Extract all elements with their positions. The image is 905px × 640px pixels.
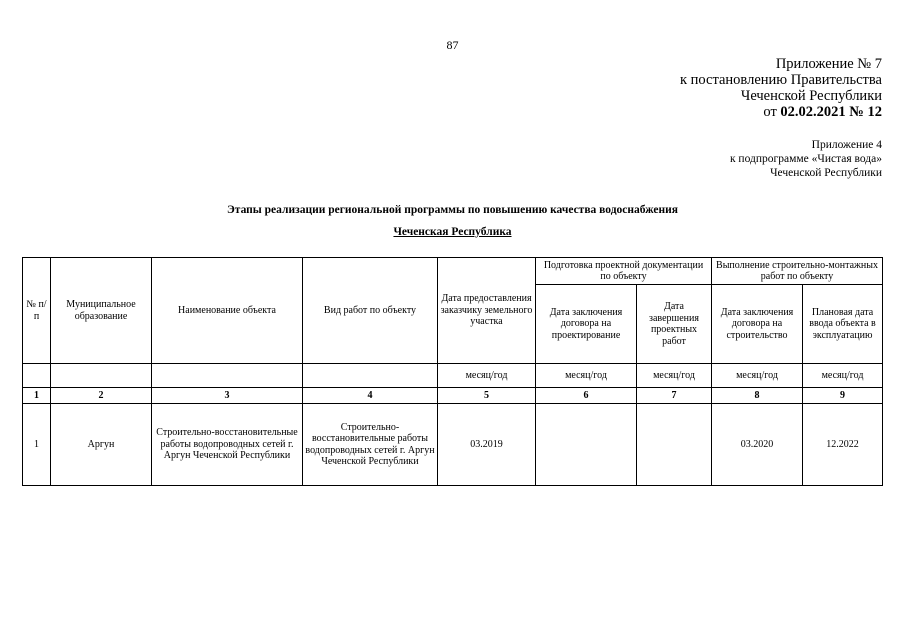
unit-spacer-3 xyxy=(152,364,303,388)
appendix-7-header xyxy=(680,56,882,120)
unit-cell: месяц/год xyxy=(637,364,712,388)
header-commissioning: Плановая дата ввода объекта в эксплуатацию xyxy=(803,285,883,364)
appendix-7-date-prefix: от xyxy=(763,104,781,120)
header-design-completion: Дата завершения проектных работ xyxy=(637,285,712,364)
appendix-4-line1: Приложение 4 xyxy=(811,139,882,151)
unit-cell: месяц/год xyxy=(712,364,803,388)
row-land-date: 03.2019 xyxy=(438,404,536,486)
appendix-4-line3: Чеченской Республики xyxy=(770,167,882,179)
row-num: 1 xyxy=(23,404,51,486)
column-number: 3 xyxy=(152,388,303,404)
appendix-7-line1: Приложение № 7 xyxy=(775,56,882,72)
header-work-type: Вид работ по объекту xyxy=(303,258,438,364)
appendix-4-header xyxy=(730,138,882,180)
page-number: 87 xyxy=(446,38,459,52)
unit-spacer-2 xyxy=(51,364,152,388)
row-design-contract xyxy=(536,404,637,486)
appendix-4-line2: к подпрограмме «Чистая вода» xyxy=(729,153,882,165)
table-row xyxy=(23,404,883,486)
appendix-7-line2: к постановлению Правительства xyxy=(680,72,882,88)
header-object-name: Наименование объекта xyxy=(152,258,303,364)
unit-cell: месяц/год xyxy=(536,364,637,388)
row-work-type: Строительно-восстановительные работы водопроводных сетей г. Аргун Чеченской Республики xyxy=(303,404,438,486)
row-construction-contract: 03.2020 xyxy=(712,404,803,486)
column-number: 8 xyxy=(712,388,803,404)
units-row xyxy=(23,364,883,388)
appendix-7-date-number: 02.02.2021 № 12 xyxy=(780,104,882,120)
appendix-7-line3: Чеченской Республики xyxy=(740,88,882,104)
column-number: 1 xyxy=(23,388,51,404)
appendix-7-date-line xyxy=(680,104,882,120)
row-municipality: Аргун xyxy=(51,404,152,486)
header-municipality: Муниципальное образование xyxy=(51,258,152,364)
header-construction-group: Выполнение строительно-монтажных работ по объекту xyxy=(712,258,883,285)
header-design-group: Подготовка проектной документации по объекту xyxy=(536,258,712,285)
column-number: 4 xyxy=(303,388,438,404)
header-land-date: Дата предоставления заказчику земельного участка xyxy=(438,258,536,364)
row-commissioning: 12.2022 xyxy=(803,404,883,486)
column-number: 7 xyxy=(637,388,712,404)
column-numbers-row xyxy=(23,388,883,404)
row-object-name: Строительно-восстановительные работы водопроводных сетей г. Аргун Чеченской Республики xyxy=(152,404,303,486)
column-number: 9 xyxy=(803,388,883,404)
unit-spacer-1 xyxy=(23,364,51,388)
column-number: 2 xyxy=(51,388,152,404)
row-design-completion xyxy=(637,404,712,486)
header-row-1 xyxy=(23,258,883,285)
header-construction-contract: Дата заключения договора на строительство xyxy=(712,285,803,364)
unit-cell: месяц/год xyxy=(803,364,883,388)
header-design-contract: Дата заключения договора на проектирование xyxy=(536,285,637,364)
column-number: 6 xyxy=(536,388,637,404)
unit-spacer-4 xyxy=(303,364,438,388)
column-number: 5 xyxy=(438,388,536,404)
stages-table xyxy=(22,257,883,486)
header-num: № п/п xyxy=(23,258,51,364)
document-subtitle: Чеченская Республика xyxy=(393,226,512,238)
unit-cell: месяц/год xyxy=(438,364,536,388)
document-title: Этапы реализации региональной программы по повышению качества водоснабжения xyxy=(226,204,678,216)
